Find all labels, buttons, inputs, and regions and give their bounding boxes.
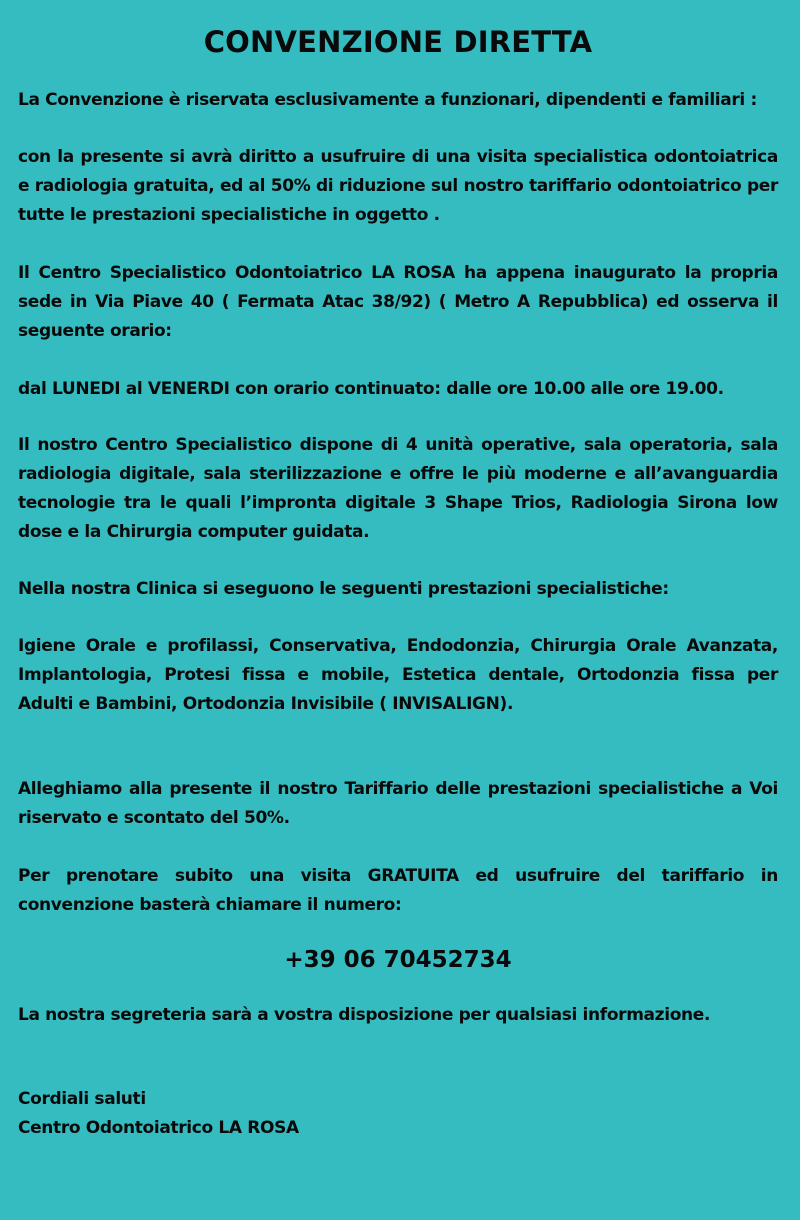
paragraph-secretariat: La nostra segreteria sarà a vostra disposizione per qualsiasi informazione. bbox=[18, 1005, 711, 1025]
paragraph-price-list: Alleghiamo alla presente il nostro Tariffario delle prestazioni specialistiche a Voi riservato e scontato del 50%. bbox=[18, 779, 778, 828]
paragraph-location: Il Centro Specialistico Odontoiatrico LA ROSA ha appena inaugurato la propria sede in Via Piave 40 ( Fermata Atac 38/92) ( Metro A Repubblica) ed osserva il seguente orario: bbox=[18, 263, 778, 341]
document-title: CONVENZIONE DIRETTA bbox=[203, 25, 593, 59]
paragraph-facilities: Il nostro Centro Specialistico dispone di 4 unità operative, sala operatoria, sala radiologia digitale, sala sterilizzazione e offre le più moderne e all’avanguardia tecnologie tra le quali l’impronta digitale 3 Shape Trios, Radiologia Sirona low dose e la Chirurgia computer guidata. bbox=[18, 435, 778, 542]
paragraph-services-list: Igiene Orale e profilassi, Conservativa, Endodonzia, Chirurgia Orale Avanzata, Implantologia, Protesi fissa e mobile, Estetica dentale, Ortodonzia fissa per Adulti e Bambini, Ortodonzia Invisibile ( INVISALIGN). bbox=[18, 636, 778, 714]
closing-greeting: Cordiali saluti bbox=[18, 1089, 146, 1109]
paragraph-benefits: con la presente si avrà diritto a usufruire di una visita specialistica odontoiatrica e radiologia gratuita, ed al 50% di riduzione sul nostro tariffario odontoiatrico per tutte le prestazioni specialistiche in oggetto . bbox=[18, 147, 778, 225]
paragraph-eligibility: La Convenzione è riservata esclusivamente a funzionari, dipendenti e familiari : bbox=[18, 90, 757, 110]
paragraph-booking: Per prenotare subito una visita GRATUITA ed usufruire del tariffario in convenzione basterà chiamare il numero: bbox=[18, 866, 778, 915]
paragraph-services-intro: Nella nostra Clinica si eseguono le seguenti prestazioni specialistiche: bbox=[18, 579, 669, 599]
paragraph-opening-hours: dal LUNEDI al VENERDI con orario continuato: dalle ore 10.00 alle ore 19.00. bbox=[18, 379, 724, 399]
closing-signature: Centro Odontoiatrico LA ROSA bbox=[18, 1118, 299, 1138]
closing-block bbox=[18, 1085, 778, 1143]
phone-number: +39 06 70452734 bbox=[284, 947, 512, 973]
